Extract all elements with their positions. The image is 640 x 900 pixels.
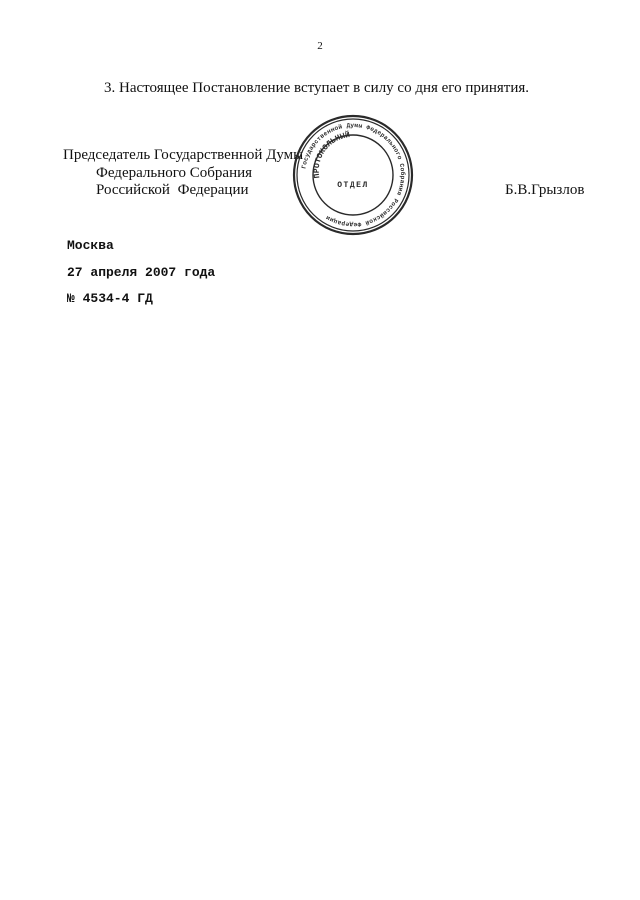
issue-city: Москва: [67, 238, 114, 253]
signatory-title-line-1: Председатель Государственной Думы: [63, 147, 304, 163]
signatory-title-line-2: Федерального Собрания: [96, 165, 253, 181]
official-stamp-seal: [292, 114, 414, 236]
signatory-title-line-3: Российской Федерации: [96, 182, 249, 198]
stamp-inner-bottom-text: ОТДЕЛ: [337, 181, 369, 190]
issue-date: 27 апреля 2007 года: [67, 265, 216, 280]
signatory-name: Б.В.Грызлов: [505, 182, 585, 198]
page-number: 2: [317, 40, 323, 52]
document-number: № 4534-4 ГД: [67, 291, 153, 306]
stamp-inner-top-text: ПРОТОКОЛЬНЫЙ: [312, 130, 351, 179]
stamp-outer-text: Государственной Думы Федерального Собрания Российской Федерации: [300, 121, 407, 229]
resolution-clause: 3. Настоящее Постановление вступает в силу со дня его принятия.: [104, 80, 530, 96]
